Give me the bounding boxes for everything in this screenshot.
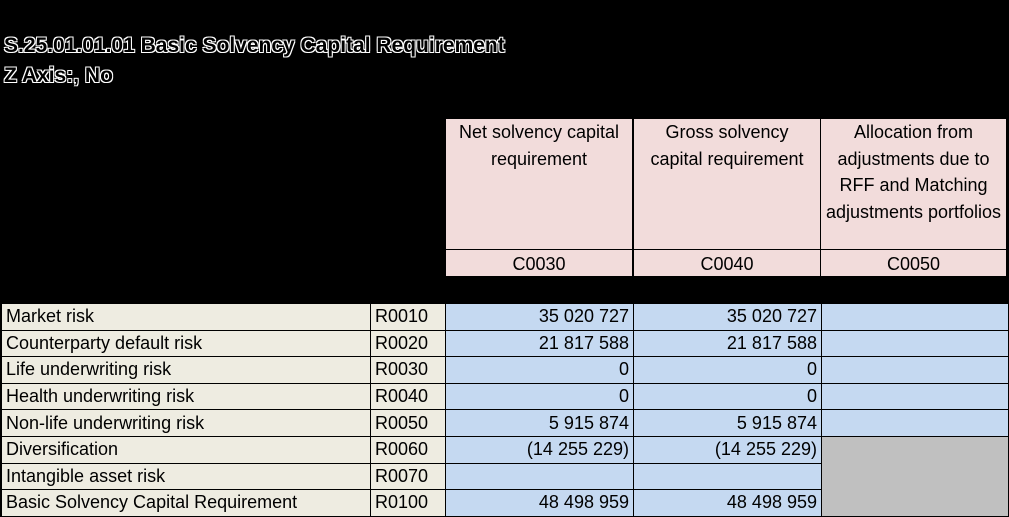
net-value-cell[interactable] bbox=[446, 463, 634, 490]
row-code: R0070 bbox=[371, 463, 446, 490]
gross-value-cell[interactable]: 21 817 588 bbox=[634, 330, 822, 357]
allocation-value-cell[interactable] bbox=[822, 330, 1009, 357]
column-code: C0040 bbox=[700, 254, 754, 274]
column-header-gross-scr bbox=[633, 118, 821, 277]
column-header-label: Net solvency capital requirement bbox=[446, 119, 632, 250]
row-label: Life underwriting risk bbox=[2, 357, 371, 384]
row-code: R0030 bbox=[371, 357, 446, 384]
allocation-value-cell[interactable] bbox=[822, 357, 1009, 384]
row-code: R0040 bbox=[371, 383, 446, 410]
gross-value-cell[interactable]: 5 915 874 bbox=[634, 410, 822, 437]
net-value-cell[interactable]: 5 915 874 bbox=[446, 410, 634, 437]
gross-value-cell[interactable] bbox=[634, 463, 822, 490]
report-title: S.25.01.01.01 Basic Solvency Capital Requirement bbox=[4, 34, 505, 57]
table-row bbox=[2, 357, 1009, 384]
gross-value-cell[interactable]: 35 020 727 bbox=[634, 304, 822, 331]
gross-value-cell[interactable]: 0 bbox=[634, 383, 822, 410]
table-row bbox=[2, 304, 1009, 331]
allocation-value-cell[interactable] bbox=[822, 304, 1009, 331]
disabled-cell bbox=[822, 436, 1009, 516]
row-code: R0100 bbox=[371, 490, 446, 517]
row-code: R0060 bbox=[371, 436, 446, 463]
row-label: Diversification bbox=[2, 436, 371, 463]
net-value-cell[interactable]: 21 817 588 bbox=[446, 330, 634, 357]
net-value-cell[interactable]: 0 bbox=[446, 357, 634, 384]
column-header-allocation bbox=[820, 118, 1007, 277]
allocation-value-cell[interactable] bbox=[822, 383, 1009, 410]
gross-value-cell[interactable]: 48 498 959 bbox=[634, 490, 822, 517]
gross-value-cell[interactable]: 0 bbox=[634, 357, 822, 384]
row-label: Health underwriting risk bbox=[2, 383, 371, 410]
table-row bbox=[2, 330, 1009, 357]
table-row bbox=[2, 410, 1009, 437]
net-value-cell[interactable]: (14 255 229) bbox=[446, 436, 634, 463]
net-value-cell[interactable]: 35 020 727 bbox=[446, 304, 634, 331]
column-code: C0030 bbox=[512, 254, 566, 274]
table-row bbox=[2, 436, 1009, 463]
column-header-net-scr bbox=[445, 118, 633, 277]
gross-value-cell[interactable]: (14 255 229) bbox=[634, 436, 822, 463]
column-header-label: Allocation from adjustments due to RFF and Matching adjustments portfolios bbox=[821, 119, 1006, 250]
row-label: Non-life underwriting risk bbox=[2, 410, 371, 437]
row-label: Basic Solvency Capital Requirement bbox=[2, 490, 371, 517]
allocation-value-cell[interactable] bbox=[822, 410, 1009, 437]
scr-table bbox=[1, 303, 1009, 517]
row-label: Market risk bbox=[2, 304, 371, 331]
row-label: Counterparty default risk bbox=[2, 330, 371, 357]
column-code: C0050 bbox=[886, 254, 941, 274]
net-value-cell[interactable]: 0 bbox=[446, 383, 634, 410]
row-code: R0050 bbox=[371, 410, 446, 437]
row-code: R0010 bbox=[371, 304, 446, 331]
row-label: Intangible asset risk bbox=[2, 463, 371, 490]
column-header-label: Gross solvency capital requirement bbox=[634, 119, 820, 250]
row-code: R0020 bbox=[371, 330, 446, 357]
z-axis-label: Z Axis:, No bbox=[4, 64, 113, 87]
table-row bbox=[2, 383, 1009, 410]
net-value-cell[interactable]: 48 498 959 bbox=[446, 490, 634, 517]
